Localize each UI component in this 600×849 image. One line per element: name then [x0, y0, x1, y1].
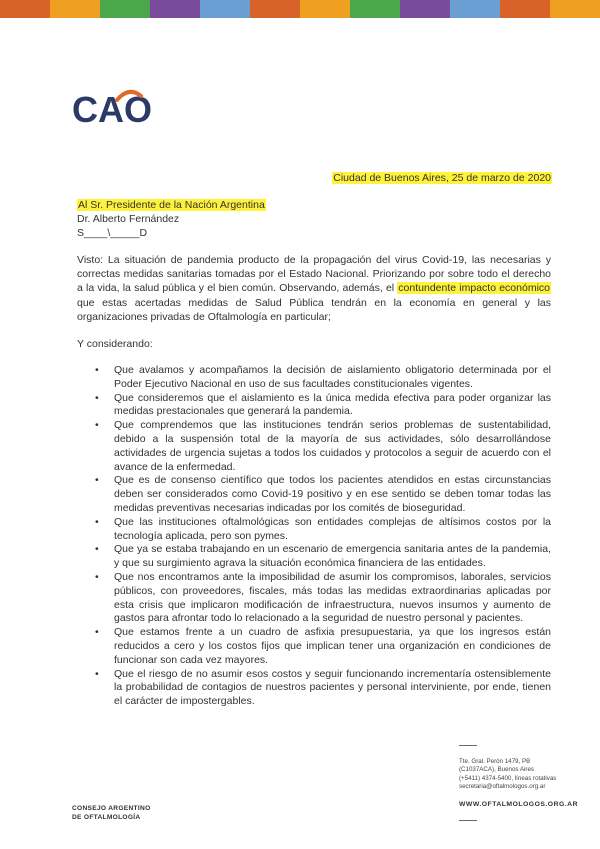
footer-divider [459, 820, 477, 821]
recipient-block [77, 198, 266, 240]
footer-divider [459, 745, 477, 746]
logo-text: CAO [72, 89, 152, 130]
color-bar-segment [400, 0, 450, 18]
color-bar-segment [200, 0, 250, 18]
color-bar-segment [250, 0, 300, 18]
color-bar-segment [550, 0, 600, 18]
recipient-salutation: S____\_____D [77, 227, 148, 239]
considerations-list [77, 364, 551, 709]
logo-accent-arc-icon [114, 88, 144, 102]
footer-organization: CONSEJO ARGENTINO DE OFTALMOLOGÍA [72, 805, 151, 821]
color-bar-segment [0, 0, 50, 18]
visto-paragraph: Visto: La situación de pandemia producto de la propagación del virus Covid-19, las necesarias y correctas medidas sanitarias tomadas por el Estado Nacional. Priorizando por sobre todo el derecho a la vida, la salud pública y el bien común. Observando, además, el contundente impacto económico que estas acertadas medidas de Salud Pública tendrán en la economía en general y las organizaciones privadas de Oftalmología en particular; [77, 254, 551, 323]
list-item: • Que el riesgo de no asumir esos costos y seguir funcionando incrementaría ostensiblemente la probabilidad de contagios de nuestros pacientes y personal interviniente, por ende, tienen el carácter de impostergables. [95, 667, 551, 708]
recipient-title: Al Sr. Presidente de la Nación Argentina [78, 199, 265, 211]
color-bar-segment [50, 0, 100, 18]
list-item: • Que comprendemos que las instituciones tendrán serios problemas de sustentabilidad, debido a la suspensión total de la mayoría de sus actividades, sólo desarrollándose actividades de urgencia sujetas a todos los cuidados y protocolos a seguir de acuerdo con el avance de la enfermedad. [95, 419, 551, 473]
list-item: • Que las instituciones oftalmológicas son entidades complejas de altísimos costos por la tecnología aplicada, pero son pymes. [95, 515, 551, 542]
color-bar-segment [150, 0, 200, 18]
color-bar-segment [100, 0, 150, 18]
list-item: • Que avalamos y acompañamos la decisión de aislamiento obligatorio determinada por el Poder Ejecutivo Nacional en uso de sus facultades constitucionales vigentes. [95, 364, 551, 390]
color-bar-segment [450, 0, 500, 18]
list-item: • Que estamos frente a un cuadro de asfixia presupuestaria, ya que los ingresos están reducidos a cero y los costos fijos que implican tener una organización en condiciones de funcionar son cada vez mayores. [95, 626, 551, 666]
list-item: • Que es de consenso científico que todos los pacientes atendidos en estas circunstancias deben ser considerados como Covid-19 positivo y en ese sentido se deben tomar todas las medidas preventivas necesarias indicadas por los comités de bioseguridad. [95, 474, 551, 514]
considerando-heading: Y considerando: [77, 338, 153, 350]
list-item: • Que nos encontramos ante la imposibilidad de asumir los compromisos, laborales, servicios públicos, con proveedores, fiscales, más todas las medidas extraordinarias aplicadas por esta crisis que implicaron modificación de infraestructura, nuevos insumos y aumento de gastos para afrontar todo lo relacionado a la seguridad de nuestro personal y pacientes. [95, 570, 551, 625]
color-bar-segment [300, 0, 350, 18]
color-bar-segment [500, 0, 550, 18]
footer-website-link[interactable]: WWW.OFTALMOLOGOS.ORG.AR [459, 801, 578, 808]
list-item: • Que ya se estaba trabajando en un escenario de emergencia sanitaria antes de la pandemia, y que su surgimiento agrava la situación económica financiera de las entidades. [95, 543, 551, 570]
letter-date: Ciudad de Buenos Aires, 25 de marzo de 2020 [333, 172, 551, 184]
footer-address: Tte. Gral. Perón 1479, PB (C1037ACA), Buenos Aires (+5411) 4374-5400, líneas rotativas secretaria@oftalmologos.org.ar [459, 758, 557, 791]
list-item: • Que consideremos que el aislamiento es la única medida efectiva para poder organizar las medidas prestacionales que generará la pandemia. [95, 391, 551, 418]
header-color-bar [0, 0, 600, 18]
recipient-name: Dr. Alberto Fernández [77, 213, 180, 225]
highlighted-phrase: contundente impacto económico [398, 282, 550, 295]
color-bar-segment [350, 0, 400, 18]
